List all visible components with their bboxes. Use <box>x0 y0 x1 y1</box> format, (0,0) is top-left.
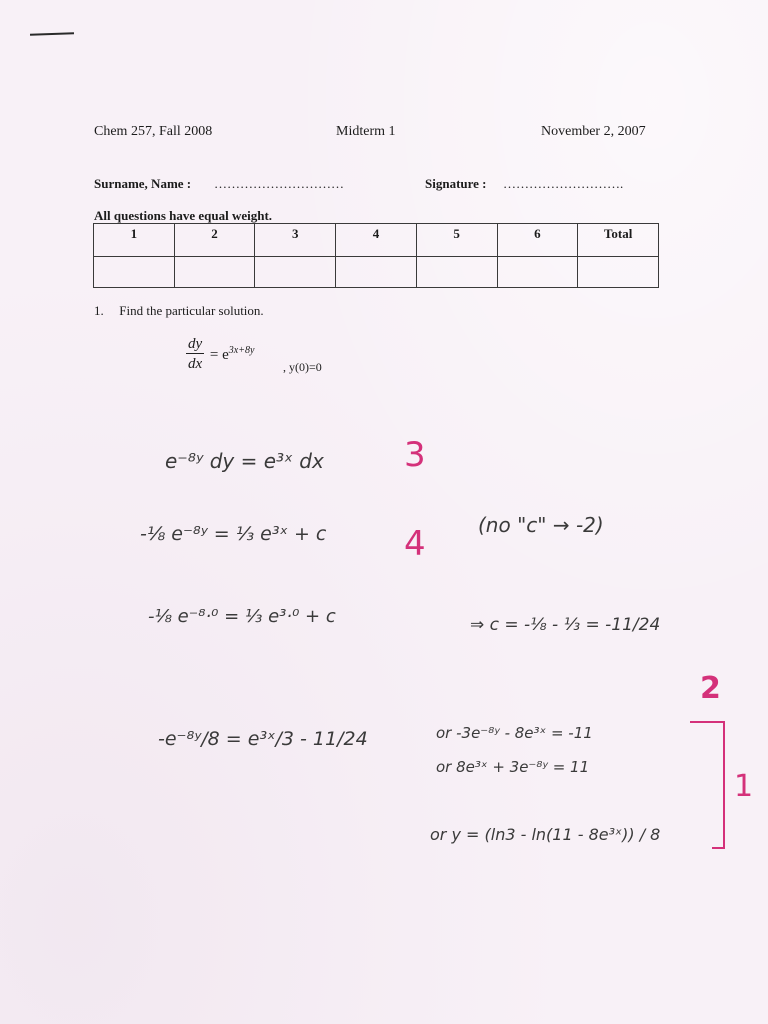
score-header: 5 <box>416 224 497 257</box>
score-header-total: Total <box>578 224 659 257</box>
hw-or-3: or y = (ln3 - ln(11 - 8e³ˣ)) / 8 <box>430 825 661 844</box>
hw-line-1: e⁻⁸ʸ dy = e³ˣ dx <box>165 449 324 473</box>
name-field: ………………………… <box>214 176 344 191</box>
hw-line-3-result: ⇒ c = -⅛ - ⅓ = -11/24 <box>470 615 661 635</box>
exam-date: November 2, 2007 <box>541 124 646 139</box>
grade-mark-2: 2 <box>700 671 721 706</box>
name-label: Surname, Name : <box>94 176 192 191</box>
grade-mark-4: 4 <box>404 524 426 564</box>
grade-mark-1: 1 <box>734 769 754 804</box>
grade-mark-3: 3 <box>404 435 426 475</box>
equals-e: = e <box>209 347 229 363</box>
hw-line-2-note: (no "c" → -2) <box>478 513 604 537</box>
score-header: 3 <box>255 224 336 257</box>
question-text: Find the particular solution. <box>119 303 264 318</box>
grade-bracket <box>690 722 724 848</box>
fraction-numerator: dy <box>188 336 203 352</box>
signature-field: ………………………. <box>503 176 624 191</box>
hw-or-2: or 8e³ˣ + 3e⁻⁸ʸ = 11 <box>436 758 590 776</box>
initial-condition: , y(0)=0 <box>283 360 322 374</box>
score-header: 4 <box>336 224 417 257</box>
hw-line-3: -⅛ e⁻⁸·⁰ = ⅓ e³·⁰ + c <box>148 606 336 627</box>
exam-title: Midterm 1 <box>336 124 396 139</box>
exponent: 3x+8y <box>228 345 255 356</box>
score-header: 1 <box>94 224 175 257</box>
hw-line-2: -⅛ e⁻⁸ʸ = ⅓ e³ˣ + c <box>140 523 327 545</box>
score-header: 2 <box>174 224 255 257</box>
instructions: All questions have equal weight. <box>94 208 273 223</box>
question-number: 1. <box>94 303 104 318</box>
course-title: Chem 257, Fall 2008 <box>94 124 213 139</box>
hw-or-1: or -3e⁻⁸ʸ - 8e³ˣ = -11 <box>436 724 593 742</box>
score-header: 6 <box>497 224 578 257</box>
hw-line-4: -e⁻⁸ʸ/8 = e³ˣ/3 - 11/24 <box>158 728 368 750</box>
fraction-denominator: dx <box>188 356 203 372</box>
signature-label: Signature : <box>425 176 487 191</box>
